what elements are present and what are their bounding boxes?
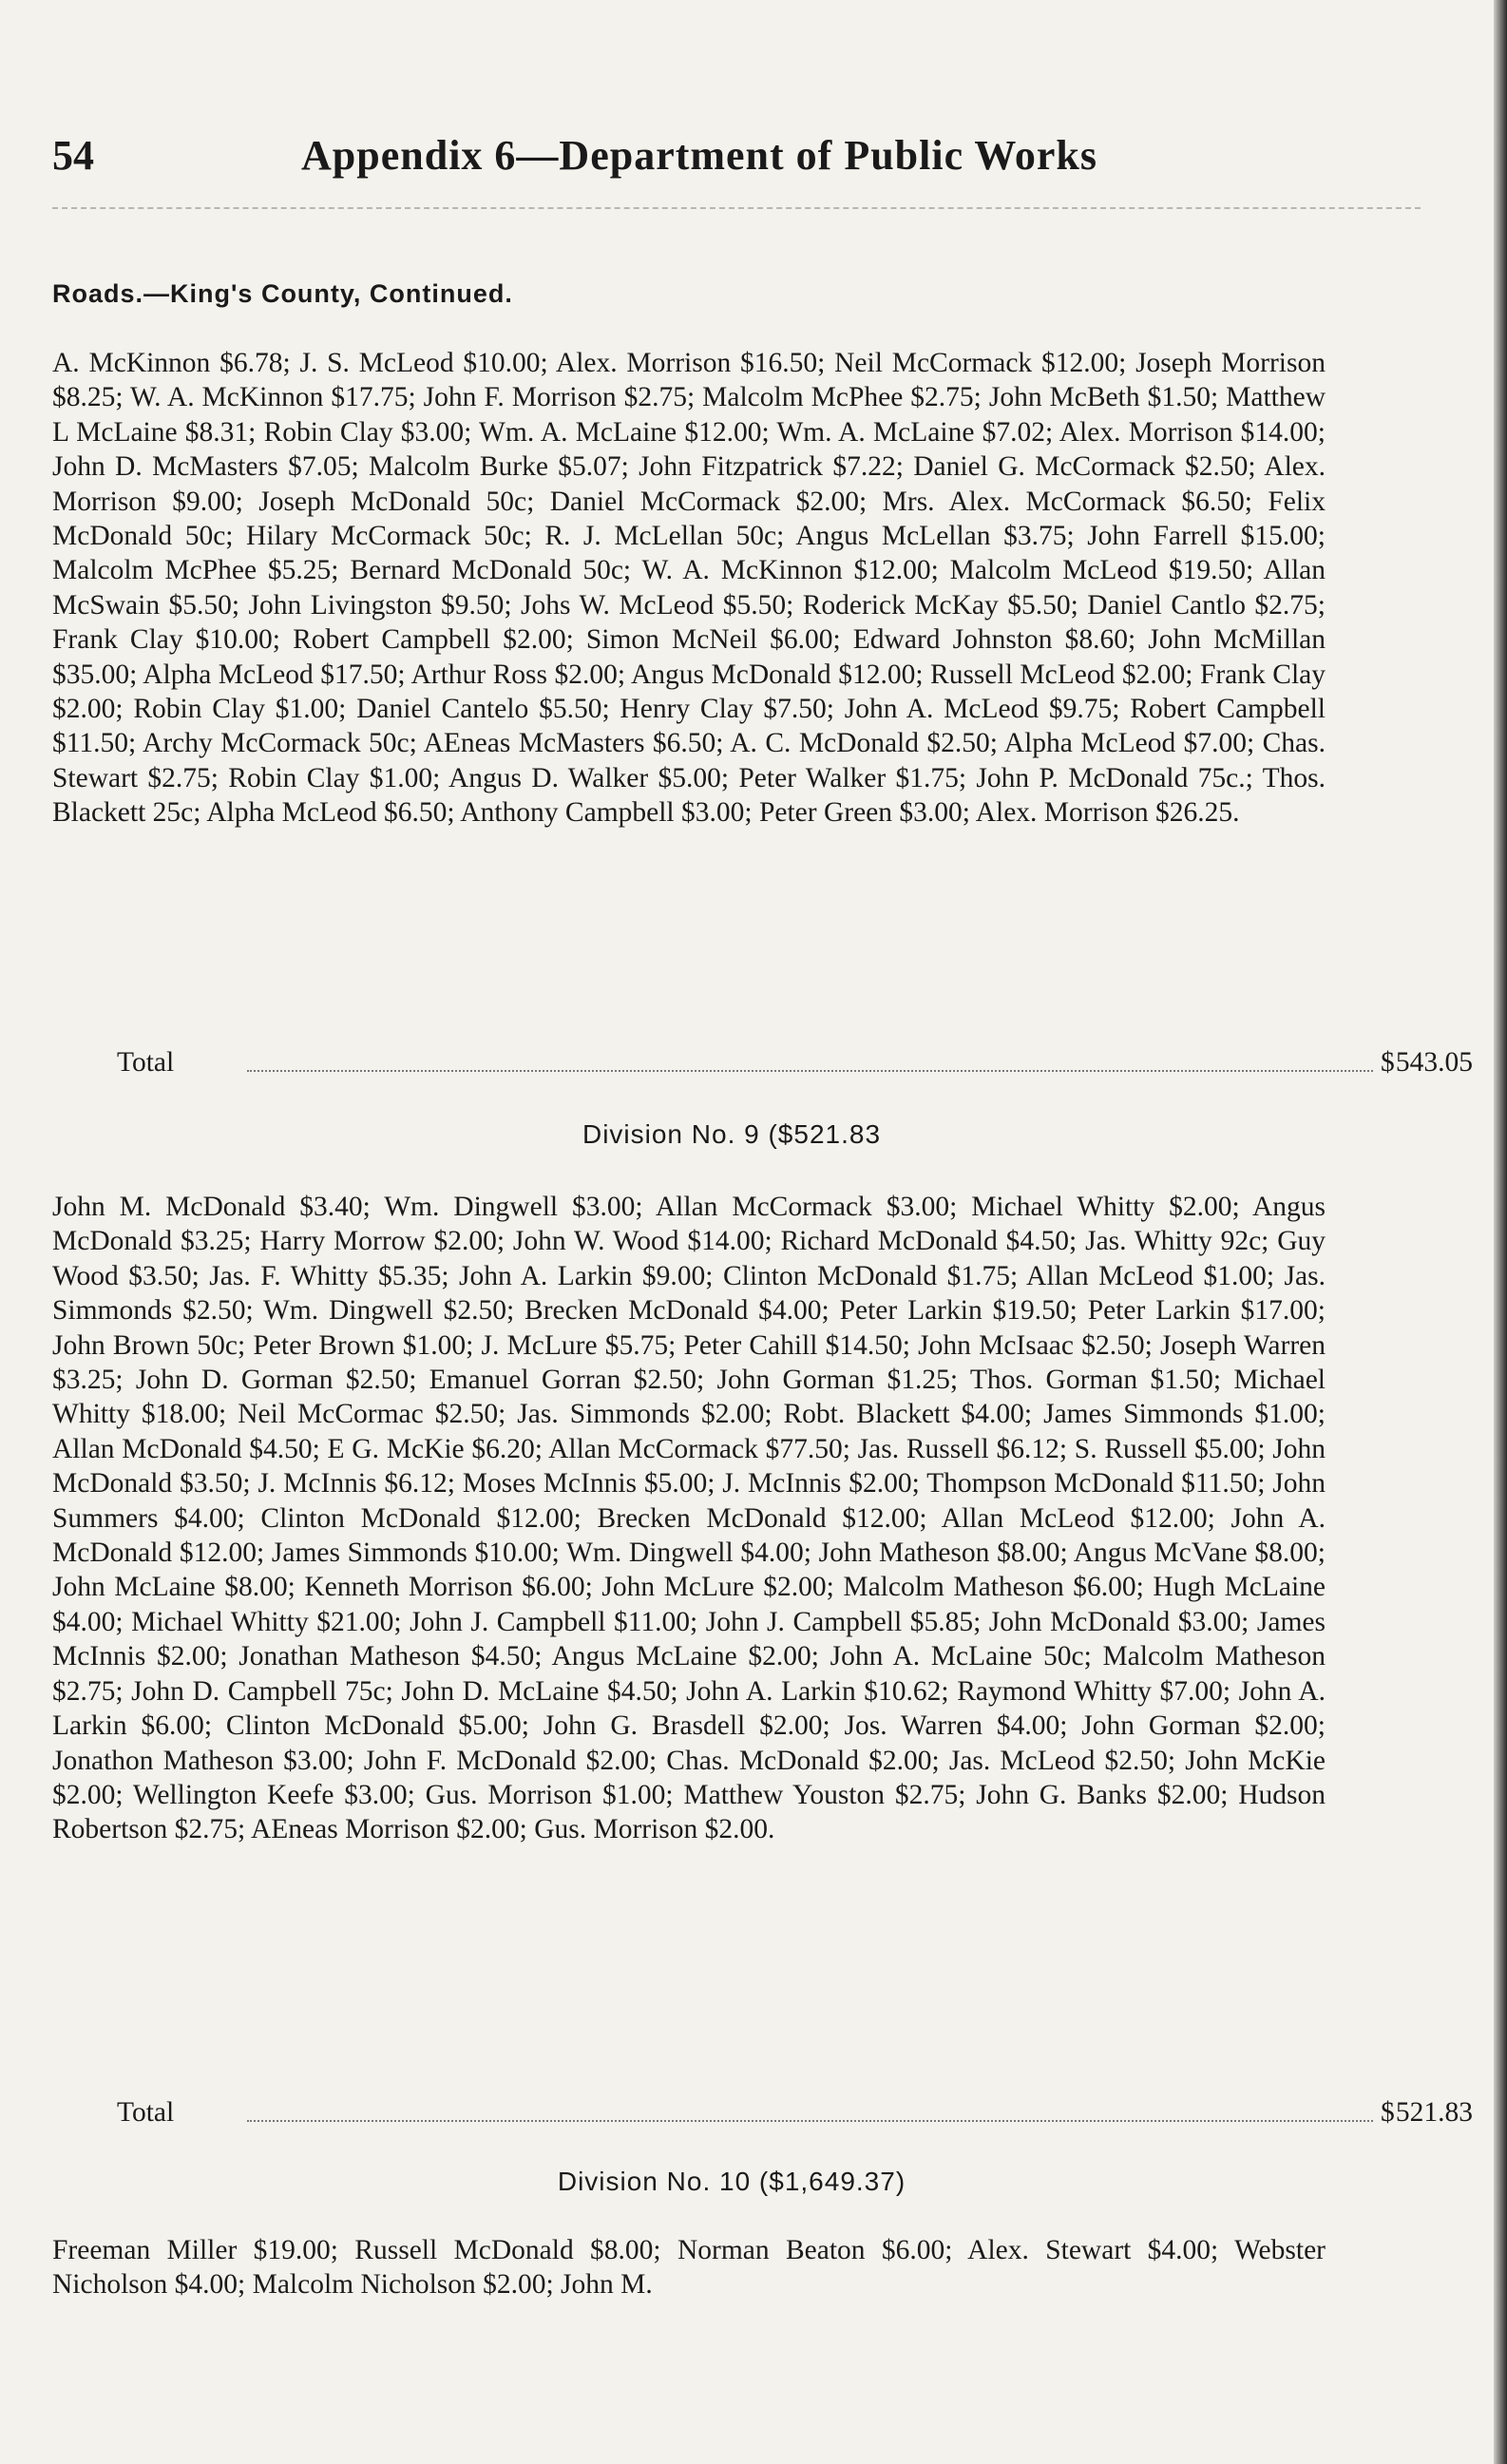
payment-paragraph-roads: A. McKinnon $6.78; J. S. McLeod $10.00; Alex. Morrison $16.50; Neil McCormack $12.00; Joseph Morrison $8.25; W. A. McKinnon $17.75; John F. Morrison $2.75; Malcolm McPhee $2.75; John McBeth $1.50; Matthew L McLaine $8.31; Robin Clay $3.00; Wm. A. McLaine $12.00; Wm. A. McLaine $7.02; Alex. Morrison $14.00; John D. McMasters $7.05; Malcolm Burke $5.07; John Fitzpatrick $7.22; Daniel G. McCormack $2.50; Alex. Morrison $9.00; Joseph McDonald 50c; Daniel McCormack $2.00; Mrs. Alex. McCormack $6.50; Felix McDonald 50c; Hilary McCormack 50c; R. J. McLellan 50c; Angus McLellan $3.75; John Farrell $15.00; Malcolm McPhee $5.25; Bernard McDonald 50c; W. A. McKinnon $12.00; Malcolm McLeod $19.50; Allan McSwain $5.50; John Livingston $9.50; Johs W. McLeod $5.50; Roderick McKay $5.50; Daniel Cantlo $2.75; Frank Clay $10.00; Robert Campbell $2.00; Simon McNeil $6.00; Edward Johnston $8.60; John McMillan $35.00; Alpha McLeod $17.50; Arthur Ross $2.00; Angus McDonald $12.00; Russell McLeod $2.00; Frank Clay $2.00; Robin Clay $1.00; Daniel Cantelo $5.50; Henry Clay $7.50; John A. McLeod $9.75; Robert Campbell $11.50; Archy McCormack 50c; AEneas McMasters $6.50; A. C. McDonald $2.50; Alpha McLeod $7.00; Chas. Stewart $2.75; Robin Clay $1.00; Angus D. Walker $5.00; Peter Walker $1.75; John P. McDonald 75c.; Thos. Blackett 25c; Alpha McLeod $6.50; Anthony Campbell $3.00; Peter Green $3.00; Alex. Morrison $26.25. [52, 348, 1326, 829]
total-amount: 521.83 [1395, 2097, 1473, 2128]
page-header [52, 131, 1326, 188]
header-rule [52, 207, 1421, 209]
division-heading-9: Division No. 9 ($521.83 [582, 1119, 882, 1149]
total-amount: 543.05 [1395, 1047, 1473, 1078]
page-number: 54 [52, 132, 94, 179]
currency-sign: $ [1381, 1047, 1395, 1078]
document-page [52, 0, 1473, 2464]
payment-paragraph-division-10: Freeman Miller $19.00; Russell McDonald $8.00; Norman Beaton $6.00; Alex. Stewart $4.00; Webster Nicholson $4.00; Malcolm Nicholson $2.00; John M. [52, 2235, 1326, 2301]
section-heading: Roads.—King's County, Continued. [52, 279, 513, 308]
dot-leader [247, 2120, 1373, 2122]
total-row-division-9 [52, 2095, 1473, 2130]
total-label: Total [117, 1047, 175, 1078]
dot-leader [247, 1070, 1373, 1072]
total-row-roads [52, 1045, 1473, 1079]
page-edge-shadow [1494, 0, 1507, 2464]
running-title: Appendix 6—Department of Public Works [301, 132, 1098, 179]
payment-paragraph-division-9: John M. McDonald $3.40; Wm. Dingwell $3.00; Allan McCormack $3.00; Michael Whitty $2.00; Angus McDonald $3.25; Harry Morrow $2.00; John W. Wood $14.00; Richard McDonald $4.50; Jas. Whitty 92c; Guy Wood $3.50; Jas. F. Whitty $5.35; John A. Larkin $9.00; Clinton McDonald $1.75; Allan McLeod $1.00; Jas. Simmonds $2.50; Wm. Dingwell $2.50; Brecken McDonald $4.00; Peter Larkin $19.50; Peter Larkin $17.00; John Brown 50c; Peter Brown $1.00; J. McLure $5.75; Peter Cahill $14.50; John McIsaac $2.50; Joseph Warren $3.25; John D. Gorman $2.50; Emanuel Gorran $2.50; John Gorman $1.25; Thos. Gorman $1.50; Michael Whitty $18.00; Neil McCormac $2.50; Jas. Simmonds $2.00; Robt. Blackett $4.00; James Simmonds $1.00; Allan McDonald $4.50; E G. McKie $6.20; Allan McCormack $77.50; Jas. Russell $6.12; S. Russell $5.00; John McDonald $3.50; J. McInnis $6.12; Moses McInnis $5.00; J. McInnis $2.00; Thompson McDonald $11.50; John Summers $4.00; Clinton McDonald $12.00; Brecken McDonald $12.00; Allan McLeod $12.00; John A. McDonald $12.00; James Simmonds $10.00; Wm. Dingwell $4.00; John Matheson $8.00; Angus McVane $8.00; John McLaine $8.00; Kenneth Morrison $6.00; John McLure $2.00; Malcolm Matheson $6.00; Hugh McLaine $4.00; Michael Whitty $21.00; John J. Campbell $11.00; John J. Campbell $5.85; John McDonald $3.00; James McInnis $2.00; Jonathan Matheson $4.50; Angus McLaine $2.00; John A. McLaine 50c; Malcolm Matheson $2.75; John D. Campbell 75c; John D. McLaine $4.50; John A. Larkin $10.62; Raymond Whitty $7.00; John A. Larkin $6.00; Clinton McDonald $5.00; John G. Brasdell $2.00; Jos. Warren $4.00; John Gorman $2.00; Jonathon Matheson $3.00; John F. McDonald $2.00; Chas. McDonald $2.00; Jas. McLeod $2.50; John McKie $2.00; Wellington Keefe $3.00; Gus. Morrison $1.00; Matthew Youston $2.75; John G. Banks $2.00; Hudson Robertson $2.75; AEneas Morrison $2.00; Gus. Morrison $2.00. [52, 1192, 1326, 1845]
currency-sign: $ [1381, 2097, 1395, 2128]
division-heading-10: Division No. 10 ($1,649.37) [557, 2167, 906, 2196]
total-label: Total [117, 2097, 175, 2128]
